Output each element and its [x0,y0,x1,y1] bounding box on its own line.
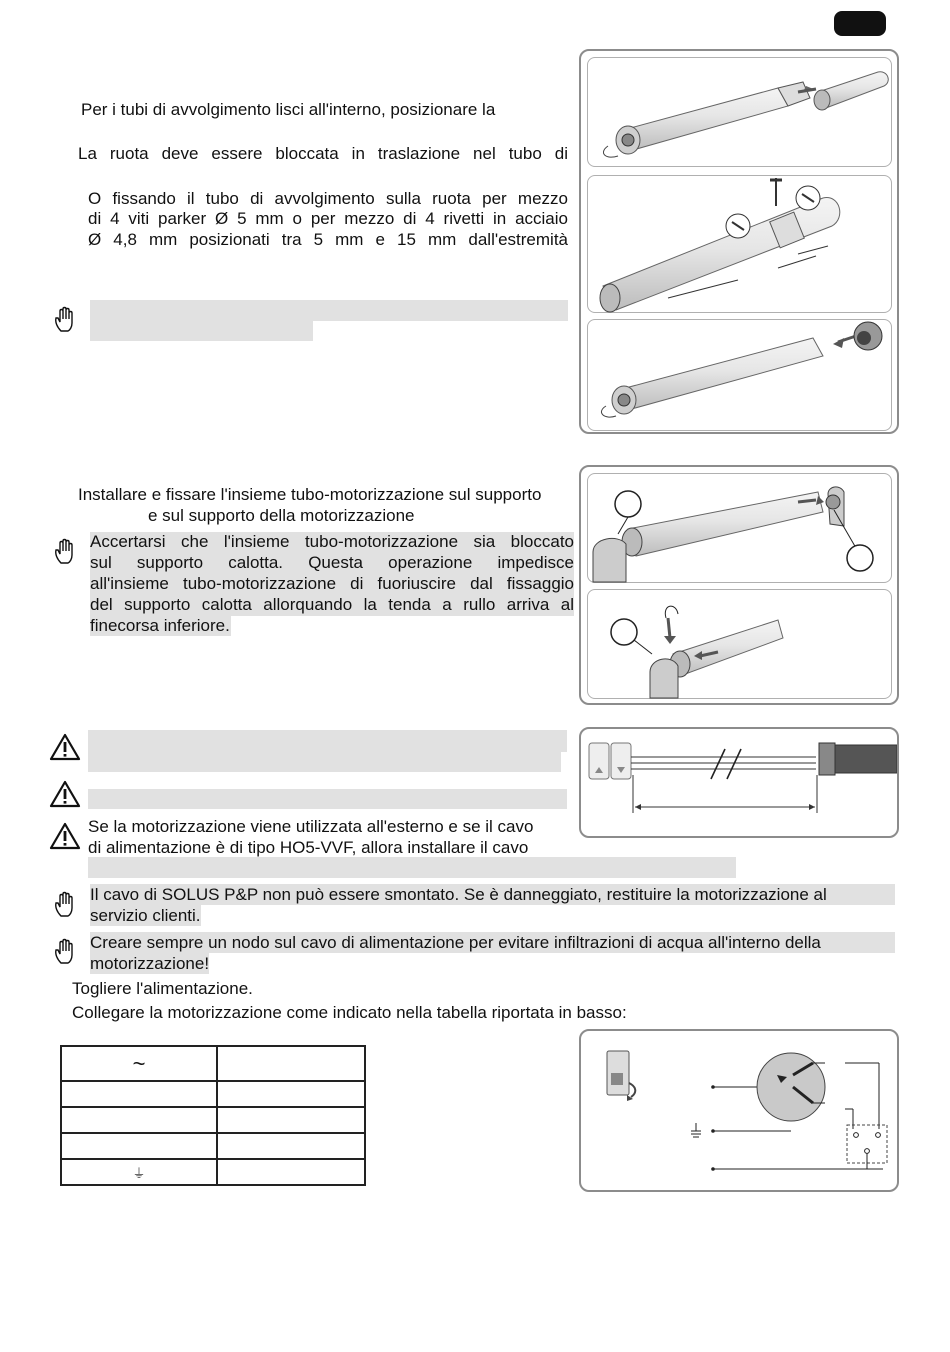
note-highlight-empty-2 [90,321,313,341]
figure-cable-panel [579,727,899,838]
install-note-l4: del supporto calotta allorquando la tenda a rullo arriva al [90,595,574,614]
cable-note1-l2: servizio clienti. [90,906,201,925]
warning-highlight-empty-2 [88,789,567,809]
figure-install-step1 [587,473,892,583]
warning-triangle-icon [49,780,81,808]
figure-insert-wheel [587,57,892,167]
step-power-off: Togliere l'alimentazione. [72,979,253,998]
figure-wiring-panel [579,1029,899,1192]
warning-outdoor-l1: Se la motorizzazione viene utilizzata all'esterno e se il cavo [88,817,534,836]
step-connect: Collegare la motorizzazione come indicato nella tabella riportata in basso: [72,1003,627,1022]
note-highlight-empty [90,300,568,321]
cable-note1-l1: Il cavo di SOLUS P&P non può essere smontato. Se è danneggiato, restituire la motorizzazione al [90,884,895,905]
install-note-l5: finecorsa inferiore. [90,616,230,635]
install-note-l1: Accertarsi che l'insieme tubo-motorizzazione sia bloccato [90,532,574,551]
hand-note-icon [52,890,80,918]
warning-triangle-icon [49,822,81,850]
table-row [61,1159,365,1185]
warning-outdoor-l2: di alimentazione è di tipo HO5-VVF, allora installare il cavo [88,838,529,857]
warning-highlight-empty-1b [88,752,561,772]
table-row [61,1046,365,1081]
tube-instruction-line2: La ruota deve essere bloccata in traslazione nel tubo di [78,144,568,163]
figure-fix-screws [587,175,892,313]
warning-highlight-empty-1 [88,730,567,752]
tube-instruction-para3-l1: O fissando il tubo di avvolgimento sulla ruota per mezzo [88,189,568,208]
hand-note-icon [52,537,80,565]
table-row [61,1107,365,1133]
table-row [61,1133,365,1159]
cable-note2-l1: Creare sempre un nodo sul cavo di alimentazione per evitare infiltrazioni di acqua all'interno della [90,932,895,953]
tube-instruction-para3-l2: di 4 viti parker Ø 5 mm o per mezzo di 4 rivetti in acciaio [88,209,568,228]
figure-install-step2 [587,589,892,699]
table-header-ac [61,1046,217,1081]
tube-instruction-para3-l3: Ø 4,8 mm posizionati tra 5 mm e 15 mm dall'estremità [88,230,568,249]
table-row [61,1081,365,1107]
warning-highlight-empty-3 [88,857,736,878]
cable-note2-l2: motorizzazione! [90,954,210,973]
install-note-l3: all'insieme tubo-motorizzazione di fuoriuscire dal fissaggio [90,574,574,593]
tube-instruction-line1: Per i tubi di avvolgimento lisci all'interno, posizionare la [81,100,496,119]
language-tab [834,11,886,36]
table-ground-cell [61,1159,217,1185]
figure-insert-motor [587,319,892,431]
install-note-l2: sul supporto calotta. Questa operazione impedisce [90,553,574,572]
ac-symbol: ~ [132,1050,146,1076]
hand-note-icon [52,937,80,965]
table-header-empty [217,1046,365,1081]
wiring-table [60,1045,366,1186]
figure-install-panel [579,465,899,705]
figure-tube-wheel-panel [579,49,899,434]
hand-note-icon [52,305,80,333]
install-line2: e sul supporto della motorizzazione [148,506,415,525]
ground-icon: ⏚ [132,1165,146,1181]
warning-triangle-icon [49,733,81,761]
install-line1: Installare e fissare l'insieme tubo-motorizzazione sul supporto [78,485,542,504]
